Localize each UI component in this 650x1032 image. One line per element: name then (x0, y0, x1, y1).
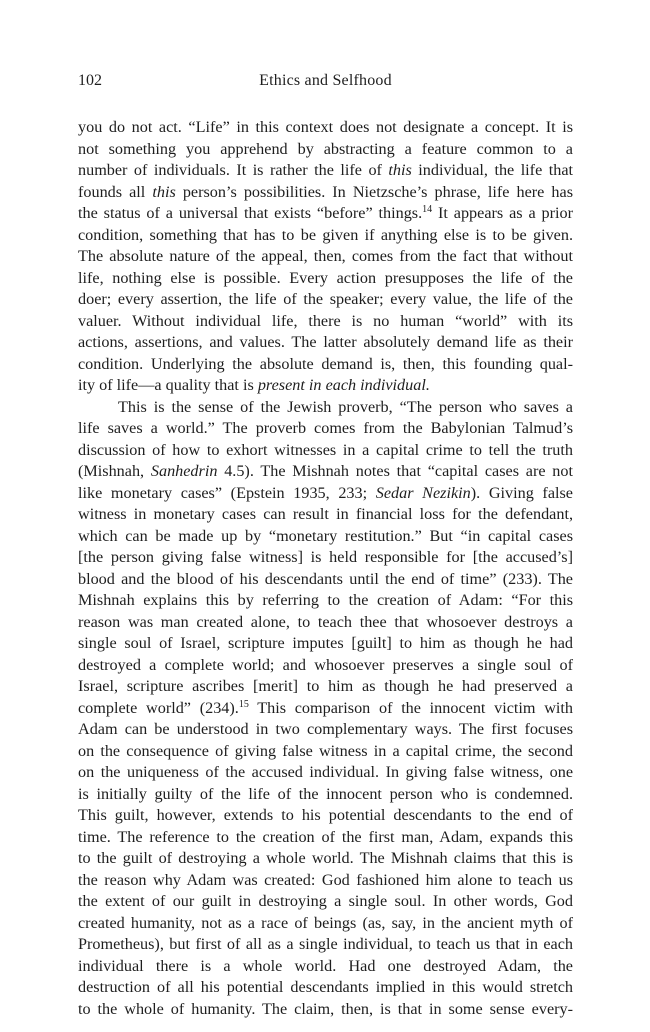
text-line (78, 612, 573, 634)
text-run: This guilt, however, extends to his potential descendants to the end of (78, 806, 573, 824)
text-line (78, 139, 573, 161)
text-line (78, 332, 573, 354)
text-run: ). Giving false (470, 483, 573, 502)
text-run: to the whole of humanity. The claim, then, is that in some sense every- (78, 999, 573, 1018)
text-run: This is the sense of the Jewish proverb, “The person who saves a (118, 397, 573, 416)
text-run: Mishnah explains this by referring to the creation of Adam: “For this (78, 591, 573, 609)
text-run: This comparison of the innocent victim with (248, 698, 573, 717)
text-line (78, 633, 573, 655)
text-run: doer; every assertion, the life of the speaker; every value, the life of the (78, 290, 573, 308)
text-line (78, 289, 573, 311)
text-run: reason was man created alone, to teach thee that whosoever destroys a (78, 612, 573, 631)
italic-text: Sedar Nezikin (375, 483, 471, 502)
text-line (78, 784, 573, 806)
text-run: which can be made up by “monetary restitution.” But “in capital cases (78, 526, 573, 545)
text-line (78, 848, 573, 870)
text-run: the status of a universal that exists “before” things. (78, 204, 423, 222)
text-run: [the person giving false witness] is held responsible for [the accused’s] (78, 548, 573, 566)
text-run: life saves a world.” The proverb comes from the Babylonian Talmud’s (78, 419, 573, 437)
italic-text: Sanhedrin (150, 462, 218, 480)
body-text (78, 117, 573, 1020)
text-line (78, 483, 573, 505)
text-run: on the uniqueness of the accused individual. In giving false witness, one (78, 763, 573, 781)
text-line (78, 418, 573, 440)
italic-text: this (388, 161, 412, 179)
text-line (78, 375, 573, 397)
text-line (78, 934, 573, 956)
text-line (78, 160, 573, 182)
text-run: destruction of all his potential descendants implied in this would stretch (78, 978, 573, 996)
page-number: 102 (78, 72, 102, 89)
text-run: It appears as a prior (432, 204, 573, 222)
text-line (78, 741, 573, 763)
text-line (78, 117, 573, 139)
text-run: discussion of how to exhort witnesses in a capital crime to tell the truth (78, 440, 573, 459)
text-run: life, nothing else is possible. Every action presupposes the life of the (78, 268, 573, 287)
text-run: to the guilt of destroying a whole world. The Mishnah claims that this is (78, 849, 573, 867)
text-run: valuer. Without individual life, there is no human “world” with its (78, 311, 573, 330)
text-line (78, 956, 573, 978)
text-line (78, 698, 573, 720)
text-run: on the consequence of giving false witness in a capital crime, the second (78, 741, 573, 760)
text-line (78, 547, 573, 569)
italic-text: present in each individual. (257, 376, 430, 394)
text-run: number of individuals. It is rather the life of (78, 161, 389, 179)
footnote-marker: 15 (238, 698, 249, 710)
text-line (78, 762, 573, 784)
text-line (78, 504, 573, 526)
text-line (78, 354, 573, 376)
text-line (78, 719, 573, 741)
text-run: you do not act. “Life” in this context does not designate a concept. It is (78, 118, 573, 136)
text-line (78, 203, 573, 225)
text-run: the reason why Adam was created: God fashioned him alone to teach us (78, 870, 573, 889)
text-run: person’s possibilities. In Nietzsche’s phrase, life here has (175, 182, 573, 201)
footnote-marker: 14 (422, 204, 433, 215)
text-line (78, 225, 573, 247)
text-run: 4.5). The Mishnah notes that “capital cases are not (217, 462, 573, 480)
text-run: witness in monetary cases can result in financial loss for the defendant, (78, 505, 573, 523)
text-run: Israel, scripture ascribes [merit] to him as though he had preserved a (78, 677, 573, 695)
text-line (78, 590, 573, 612)
text-line (78, 569, 573, 591)
text-line (78, 870, 573, 892)
text-line (78, 676, 573, 698)
running-head (78, 66, 573, 96)
text-line (78, 182, 573, 204)
text-line (78, 827, 573, 849)
text-line (78, 526, 573, 548)
text-run: the extent of our guilt in destroying a single soul. In other words, God (78, 892, 573, 910)
text-run: The absolute nature of the appeal, then, comes from the fact that without (78, 247, 573, 265)
text-line (78, 977, 573, 999)
text-line (78, 268, 573, 290)
text-line (78, 461, 573, 483)
text-run: complete world” (234). (78, 698, 239, 717)
text-run: (Mishnah, (78, 462, 151, 480)
text-run: individual there is a whole world. Had one destroyed Adam, the (78, 956, 573, 975)
text-line (78, 891, 573, 913)
text-line (78, 805, 573, 827)
text-line (78, 655, 573, 677)
text-run: Adam can be understood in two complementary ways. The first focuses (78, 720, 573, 738)
text-line (78, 999, 573, 1021)
text-line (78, 397, 573, 419)
text-run: single soul of Israel, scripture imputes [guilt] to him as though he had (78, 634, 573, 652)
text-run: blood and the blood of his descendants until the end of time” (233). The (78, 569, 573, 588)
text-run: actions, assertions, and values. The latter absolutely demand life as their (78, 333, 573, 351)
text-run: Prometheus), but first of all as a single individual, to teach us that in each (78, 935, 573, 953)
text-run: is initially guilty of the life of the innocent person who is condemned. (78, 784, 573, 803)
text-run: condition, something that has to be given if anything else is to be given. (78, 225, 573, 244)
text-run: condition. Underlying the absolute demand is, then, this founding qual- (78, 354, 573, 373)
text-run: like monetary cases” (Epstein 1935, 233; (78, 483, 376, 502)
italic-text: this (152, 182, 176, 201)
text-line (78, 246, 573, 268)
text-run: ity of life—a quality that is (78, 376, 258, 394)
book-page (78, 66, 573, 1020)
text-run: time. The reference to the creation of the first man, Adam, expands this (78, 827, 573, 846)
text-run: destroyed a complete world; and whosoever preserves a single soul of (78, 655, 573, 674)
running-title: Ethics and Selfhood (259, 72, 392, 89)
text-line (78, 440, 573, 462)
text-run: founds all (78, 182, 153, 201)
text-run: individual, the life that (411, 161, 574, 179)
text-run: not something you apprehend by abstracting a feature common to a (78, 139, 573, 158)
text-run: created humanity, not as a race of beings (as, say, in the ancient myth of (78, 913, 573, 932)
text-line (78, 913, 573, 935)
text-line (78, 311, 573, 333)
